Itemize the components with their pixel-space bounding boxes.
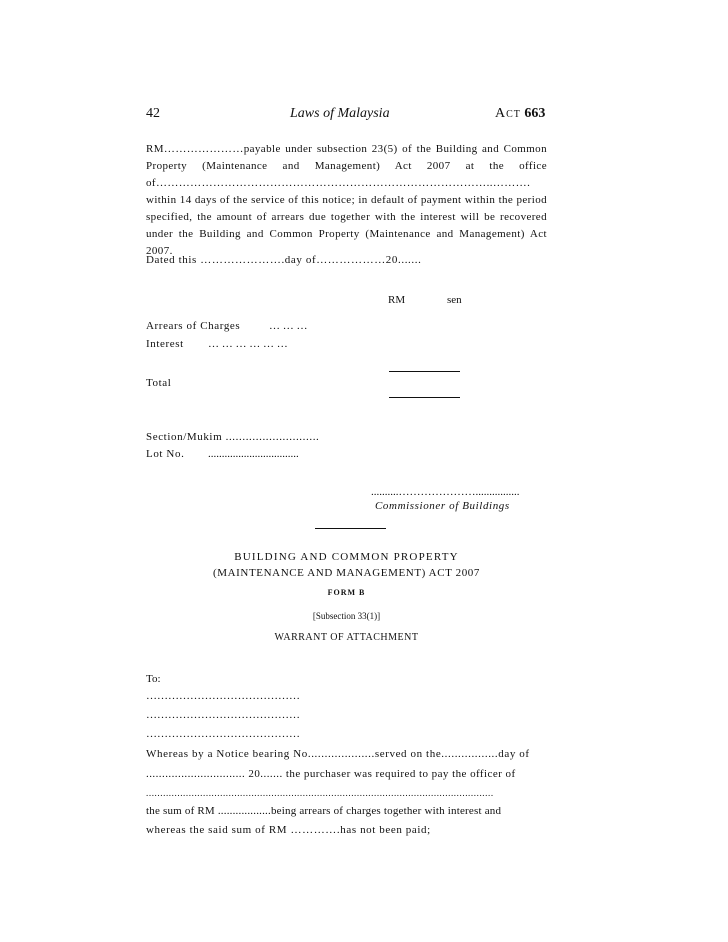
to-line-3: …………………………………… [146,728,300,740]
act-heading-line1: BUILDING AND COMMON PROPERTY [234,551,459,563]
interest-label: Interest [146,338,184,350]
rm-column-label: RM [388,294,406,306]
section-mukim-line: Section/Mukim ............................ [146,431,320,443]
to-label: To: [146,673,161,685]
lot-no-label: Lot No. [146,448,185,460]
arrears-dots: … … … [269,320,308,332]
dated-line: Dated this ………………….day of………………20....... [146,254,422,266]
act-number: 663 [524,106,546,121]
total-label: Total [146,377,172,389]
whereas-line-4: the sum of RM ..................being arrears of charges together with interest and [146,805,502,817]
notice-paragraph: RM…………………payable under subsection 23(5) of the Building and Common Property (Maintenance and Management) Act 2007 at the office of……………………………………………………………………………..………. within 14 days of the service of this notice; in default of payment within the period specified, the amount of arrears due together with the interest will be recovered under the Building and Common Property (Maintenance and Management) Act 2007. [146,143,547,257]
amount-rule-top [389,371,460,372]
whereas-line-1: Whereas by a Notice bearing No....................served on the.................day of [146,748,530,760]
amount-rule-bottom [389,397,460,398]
commissioner-title: Commissioner of Buildings [375,500,510,512]
page-number: 42 [146,106,160,121]
act-heading-line2: (MAINTENANCE AND MANAGEMENT) ACT 2007 [212,567,481,579]
subsection-reference: [Subsection 33(1)] [312,611,381,621]
to-line-1: …………………………………… [146,690,300,702]
sen-column-label: sen [447,294,462,306]
whereas-line-5: whereas the said sum of RM ………….has not been paid; [146,824,431,836]
whereas-line-2: ............................... 20....... the purchaser was required to pay the officer of [146,768,516,780]
to-line-2: …………………………………… [146,709,300,721]
section-divider [315,528,386,529]
lot-no-dots: ................................. [208,448,299,460]
running-title: Laws of Malaysia [290,106,390,121]
act-label: Act [495,106,521,121]
interest-dots: … … … … … … [208,338,288,350]
warrant-title: WARRANT OF ATTACHMENT [274,632,419,643]
form-label: FORM B [327,588,366,597]
whereas-line-3: .......................................................................................................................... [146,788,494,798]
arrears-label: Arrears of Charges [146,320,241,332]
signature-dots: ..........…………………................ [371,486,520,498]
act-reference [495,106,545,122]
